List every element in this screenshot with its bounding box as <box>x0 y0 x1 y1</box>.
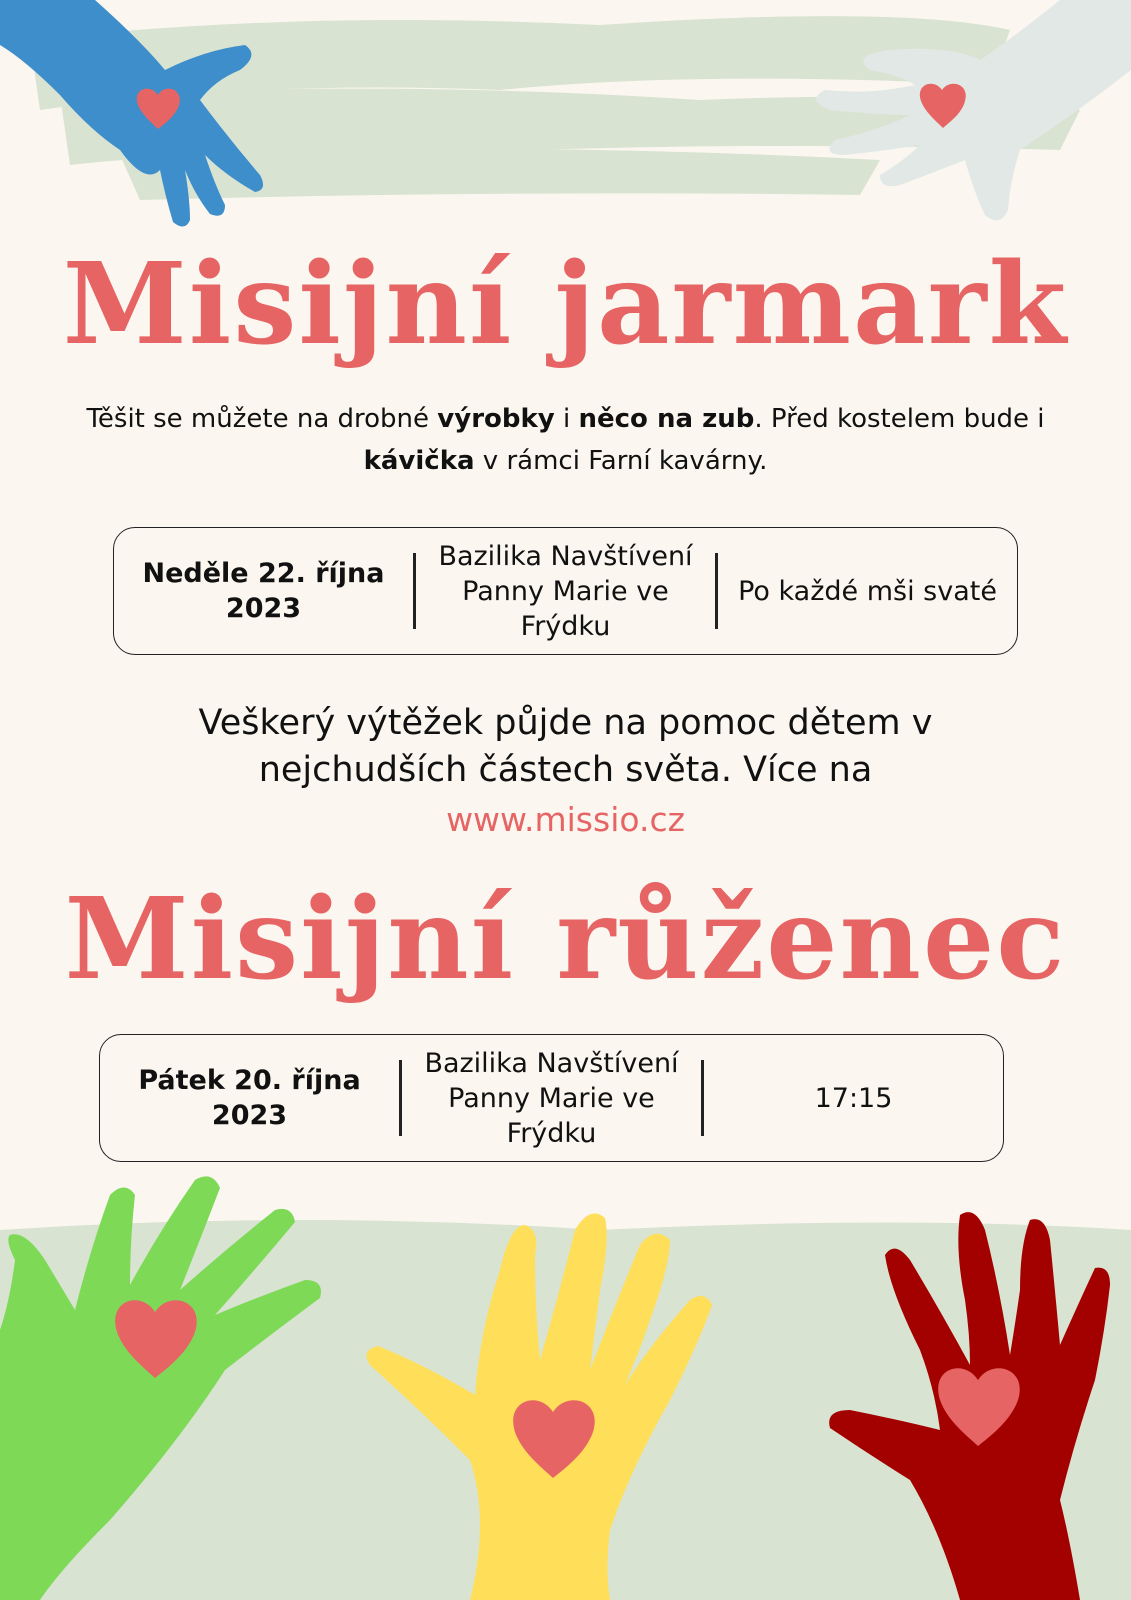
fair-info-box <box>113 527 1018 655</box>
fair-title: Misijní jarmark <box>62 239 1069 370</box>
missio-link[interactable]: www.missio.cz <box>446 800 685 839</box>
fair-intro: Těšit se můžete na drobné výrobky i něco na zub. Před kostelem bude i kávička v rámci Farní kavárny. <box>86 404 1045 476</box>
fair-time: Po každé mši svaté <box>738 575 997 607</box>
fair-place: Bazilika Navštívení Panny Marie ve Frýdku <box>438 540 693 642</box>
rosary-title: Misijní růženec <box>64 874 1067 1005</box>
proceeds-text: Veškerý výtěžek půjde na pomoc dětem v nejchudších částech světa. Více na <box>198 703 933 790</box>
rosary-date: Pátek 20. října 2023 <box>138 1065 361 1131</box>
rosary-info-box <box>99 1034 1004 1162</box>
rosary-place: Bazilika Navštívení Panny Marie ve Frýdku <box>424 1047 679 1149</box>
rosary-time: 17:15 <box>814 1082 893 1114</box>
fair-date: Neděle 22. října 2023 <box>142 558 385 624</box>
